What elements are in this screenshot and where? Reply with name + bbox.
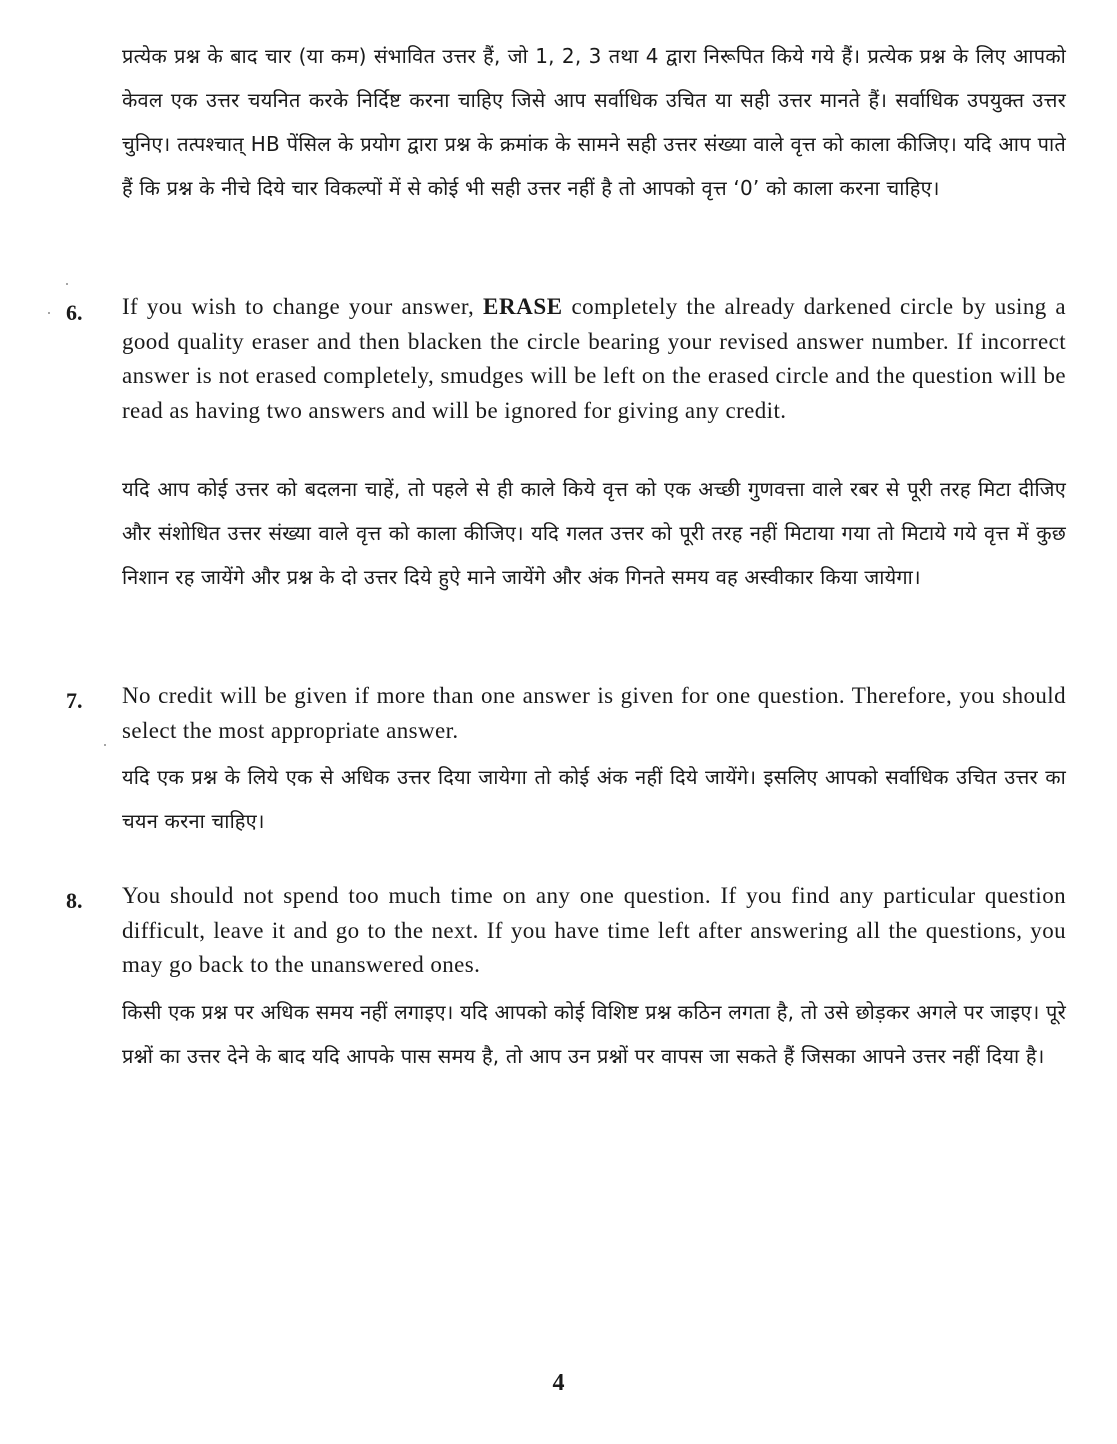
scan-speck bbox=[104, 744, 106, 746]
item-6-english-before: If you wish to change your answer, bbox=[122, 294, 475, 319]
item-8-number: 8. bbox=[66, 888, 83, 913]
scan-speck bbox=[48, 312, 50, 314]
item-6-english bbox=[122, 290, 1066, 428]
item-8-hindi: किसी एक प्रश्न पर अधिक समय नहीं लगाइए। यदि आपको कोई विशिष्ट प्रश्न कठिन लगता है, तो उसे छोड़कर अगले पर जाइए। पूरे प्रश्नों का उत्तर देने के बाद यदि आपके पास समय है, तो आप उन प्रश्नों पर वापस जा सकते हैं जिसका आपने उत्तर नहीं दिया है। bbox=[122, 1000, 1066, 1068]
page-number: 4 bbox=[552, 1370, 565, 1396]
item-6-number: 6. bbox=[66, 300, 83, 325]
item-6-hindi: यदि आप कोई उत्तर को बदलना चाहें, तो पहले से ही काले किये वृत्त को एक अच्छी गुणवत्ता वाले रबर से पूरी तरह मिटा दीजिए और संशोधित उत्तर संख्या वाले वृत्त को काला कीजिए। यदि गलत उत्तर को पूरी तरह नहीं मिटाया गया तो मिटाये गये वृत्त में कुछ निशान रह जायेंगे और प्रश्न के दो उत्तर दिये हुऐ माने जायेंगे और अंक गिनते समय वह अस्वीकार किया जायेगा। bbox=[122, 477, 1066, 589]
item-6-erase-keyword: ERASE bbox=[483, 294, 563, 319]
item-8-english: You should not spend too much time on any one question. If you find any particular question difficult, leave it and go to the next. If you have time left after answering all the questions, you may go back to the unanswered ones. bbox=[122, 883, 1066, 977]
item-6-english-after: completely the already darkened circle by using a good quality eraser and then blacken the circle bearing your revised answer number. If incorrect answer is not erased completely, smudges will be left on the erased circle and the question will be read as having two answers and will be ignored for giving any credit. bbox=[122, 294, 1067, 423]
item-7-hindi: यदि एक प्रश्न के लिये एक से अधिक उत्तर दिया जायेगा तो कोई अंक नहीं दिये जायेंगे। इसलिए आपको सर्वाधिक उचित उत्तर का चयन करना चाहिए। bbox=[122, 765, 1066, 833]
intro-hindi-paragraph: प्रत्येक प्रश्न के बाद चार (या कम) संभावित उत्तर हैं, जो 1, 2, 3 तथा 4 द्वारा निरूपित किये गये हैं। प्रत्येक प्रश्न के लिए आपको केवल एक उत्तर चयनित करके निर्दिष्ट करना चाहिए जिसे आप सर्वाधिक उचित या सही उत्तर मानते हैं। सर्वाधिक उपयुक्त उत्तर चुनिए। तत्पश्चात् HB पेंसिल के प्रयोग द्वारा प्रश्न के क्रमांक के सामने सही उत्तर संख्या वाले वृत्त को काला कीजिए। यदि आप पाते हैं कि प्रश्न के नीचे दिये चार विकल्पों में से कोई भी सही उत्तर नहीं है तो आपको वृत्त ‘0’ को काला करना चाहिए। bbox=[122, 44, 1066, 200]
item-7-number: 7. bbox=[66, 688, 83, 713]
item-7-english: No credit will be given if more than one answer is given for one question. Therefore, you should select the most appropriate answer. bbox=[122, 683, 1066, 743]
scan-speck bbox=[66, 283, 68, 285]
